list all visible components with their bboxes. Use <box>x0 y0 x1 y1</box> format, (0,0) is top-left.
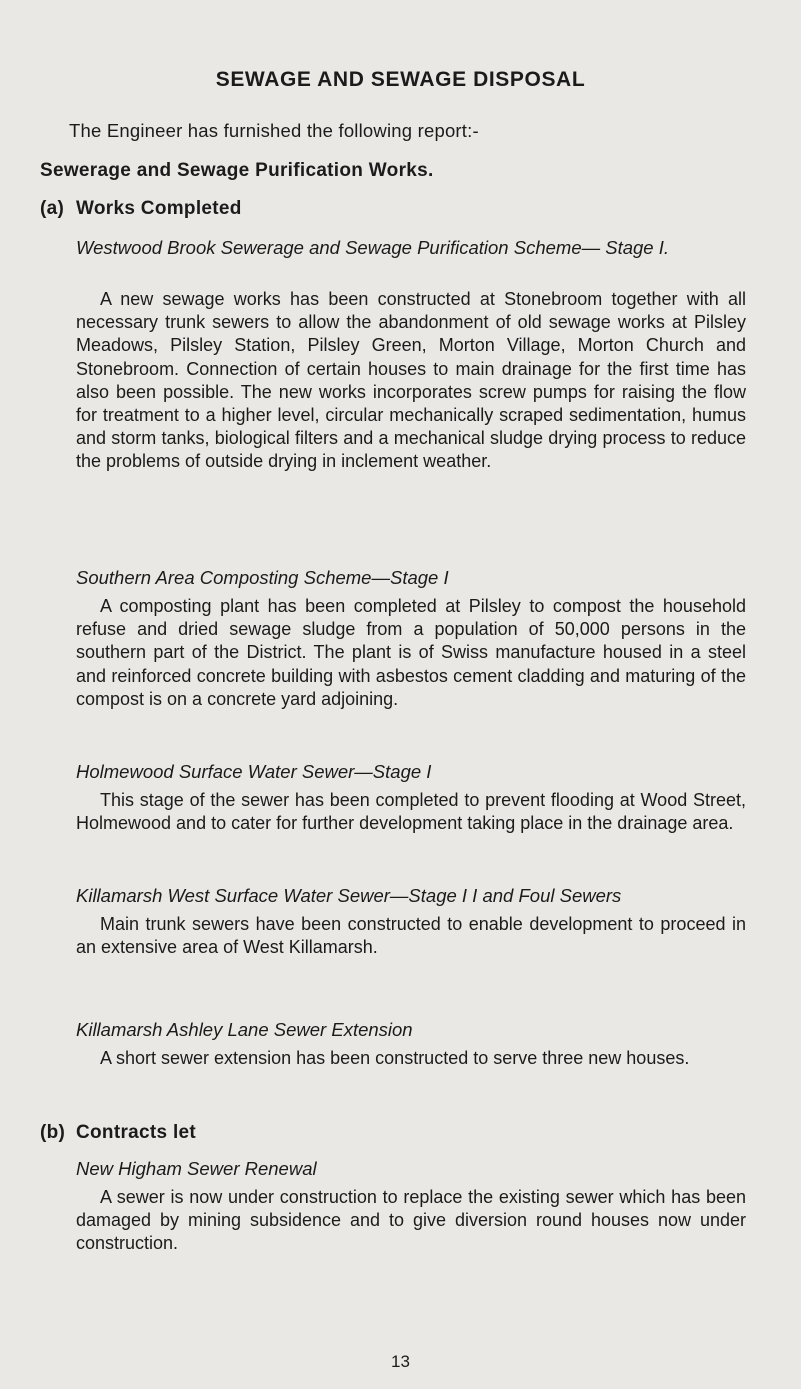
item-heading-killamarsh-west: Killamarsh West Surface Water Sewer—Stage I I and Foul Sewers <box>76 885 622 906</box>
item-heading-composting: Southern Area Composting Scheme—Stage I <box>76 567 449 588</box>
section-b-title: Contracts let <box>76 1122 197 1143</box>
main-heading: Sewerage and Sewage Purification Works. <box>40 160 434 181</box>
page-title: SEWAGE AND SEWAGE DISPOSAL <box>215 68 586 91</box>
item-heading-new-higham: New Higham Sewer Renewal <box>76 1158 317 1179</box>
section-a-heading <box>40 198 242 220</box>
item-heading-westwood: Westwood Brook Sewerage and Sewage Purification Scheme— Stage I. <box>76 237 670 258</box>
section-a-letter: (a) <box>40 198 65 219</box>
item-text-composting: A composting plant has been completed at Pilsley to compost the household refuse and dried sewage sludge from a population of 50,000 persons in the southern part of the District. The plant is of Swiss manufacture housed in a steel and reinforced concrete building with asbestos cement cladding and maturing of the compost is on a concrete yard adjoining. <box>76 596 746 709</box>
section-a-title: Works Completed <box>76 198 242 219</box>
section-b-heading <box>40 1122 196 1144</box>
item-heading-holmewood: Holmewood Surface Water Sewer—Stage I <box>76 761 432 782</box>
intro-text: The Engineer has furnished the following report:- <box>69 120 479 141</box>
item-text-westwood: A new sewage works has been constructed at Stonebroom together with all necessary trunk sewers to allow the abandonment of old sewage works at Pilsley Meadows, Pilsley Station, Pilsley Green, Morton Village, Morton Church and Stonebroom. Connection of certain houses to main drainage for the first time has also been possible. The new works incorporates screw pumps for raising the flow for treatment to a higher level, circular mechanically scraped sedimentation, humus and storm tanks, biological filters and a mechanical sludge drying process to reduce the problems of outside drying in inclement weather. <box>76 289 746 472</box>
section-b-letter: (b) <box>40 1122 66 1143</box>
item-text-ashley-lane: A short sewer extension has been constructed to serve three new houses. <box>100 1048 690 1068</box>
item-text-holmewood: This stage of the sewer has been completed to prevent flooding at Wood Street, Holmewood and to cater for further development taking place in the drainage area. <box>76 790 746 834</box>
item-text-new-higham: A sewer is now under construction to replace the existing sewer which has been damaged by mining subsidence and to give diversion round houses now under construction. <box>76 1187 746 1254</box>
page-number: 13 <box>391 1352 410 1371</box>
item-text-killamarsh-west: Main trunk sewers have been constructed to enable development to proceed in an extensive area of West Killamarsh. <box>76 914 746 958</box>
item-heading-ashley-lane: Killamarsh Ashley Lane Sewer Extension <box>76 1019 413 1040</box>
